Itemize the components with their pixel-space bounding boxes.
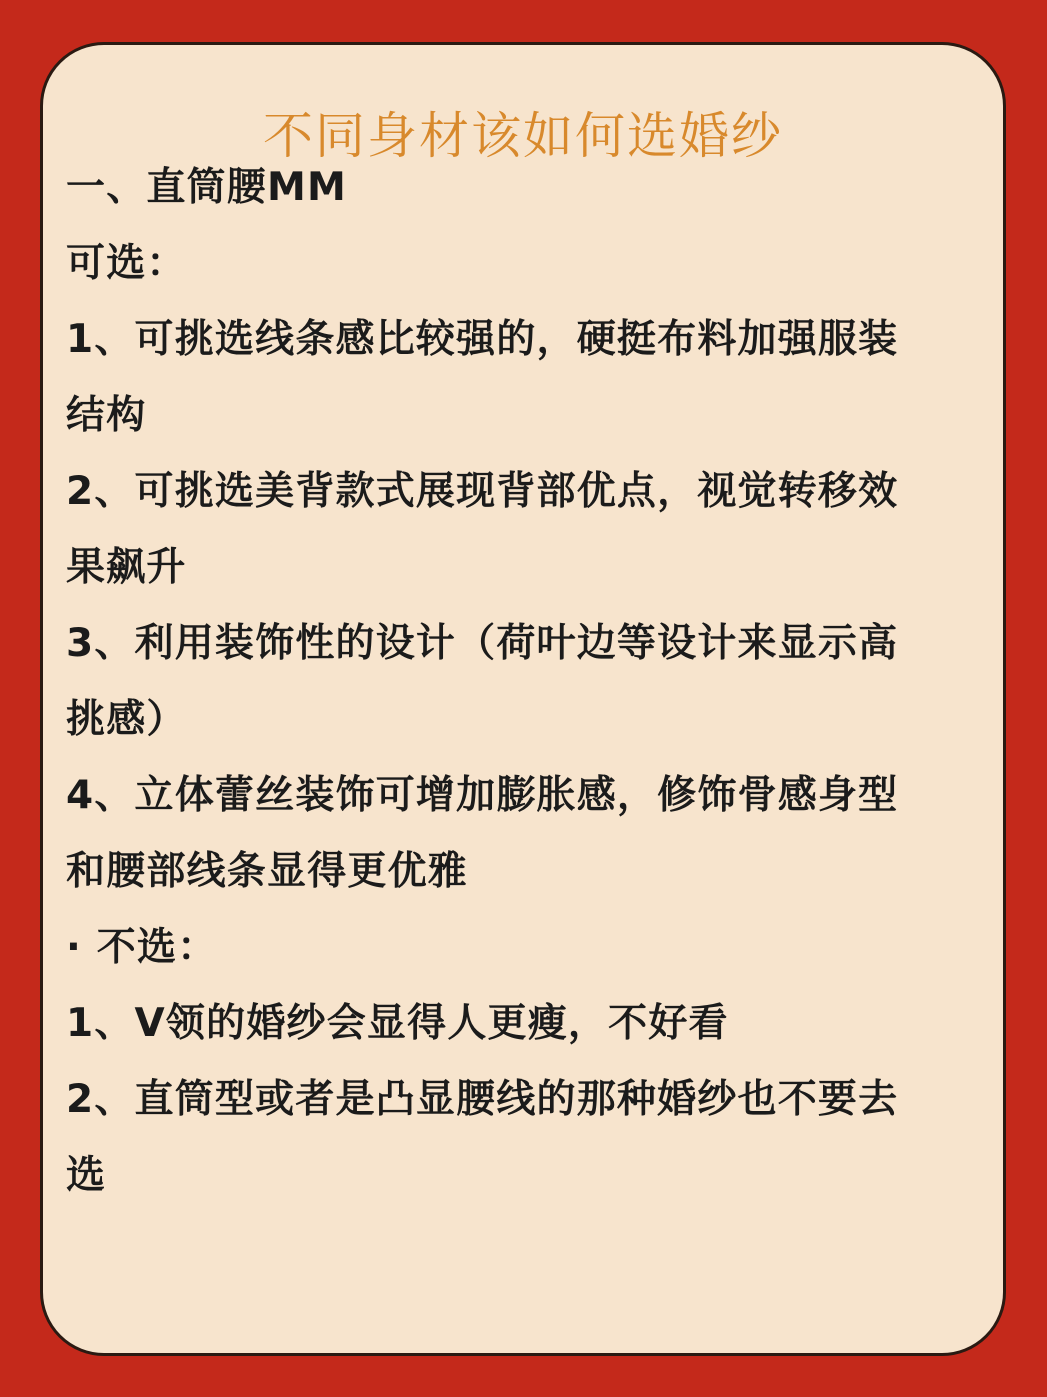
list-item: 1、可挑选线条感比较强的，硬挺布料加强服装: [66, 317, 899, 362]
list-item: 3、利用装饰性的设计（荷叶边等设计来显示高: [66, 621, 899, 666]
list-item: 2、直筒型或者是凸显腰线的那种婚纱也不要去: [66, 1077, 899, 1122]
list-item: 1、V领的婚纱会显得人更瘦，不好看: [66, 1001, 729, 1046]
subheading-avoid: · 不选：: [66, 925, 218, 970]
list-item-continuation: 选: [66, 1153, 107, 1198]
list-item-continuation: 果飙升: [66, 545, 187, 590]
section-heading: 一、直筒腰MM: [66, 165, 348, 210]
list-item: 4、立体蕾丝装饰可增加膨胀感，修饰骨感身型: [66, 773, 899, 818]
article-body: [66, 150, 996, 1214]
list-item: 2、可挑选美背款式展现背部优点，视觉转移效: [66, 469, 899, 514]
subheading-choose: 可选：: [66, 241, 187, 286]
page-title: 不同身材该如何选婚纱: [263, 107, 783, 165]
list-item-continuation: 和腰部线条显得更优雅: [66, 849, 469, 894]
list-item-continuation: 挑感）: [66, 697, 187, 742]
list-item-continuation: 结构: [66, 393, 147, 438]
